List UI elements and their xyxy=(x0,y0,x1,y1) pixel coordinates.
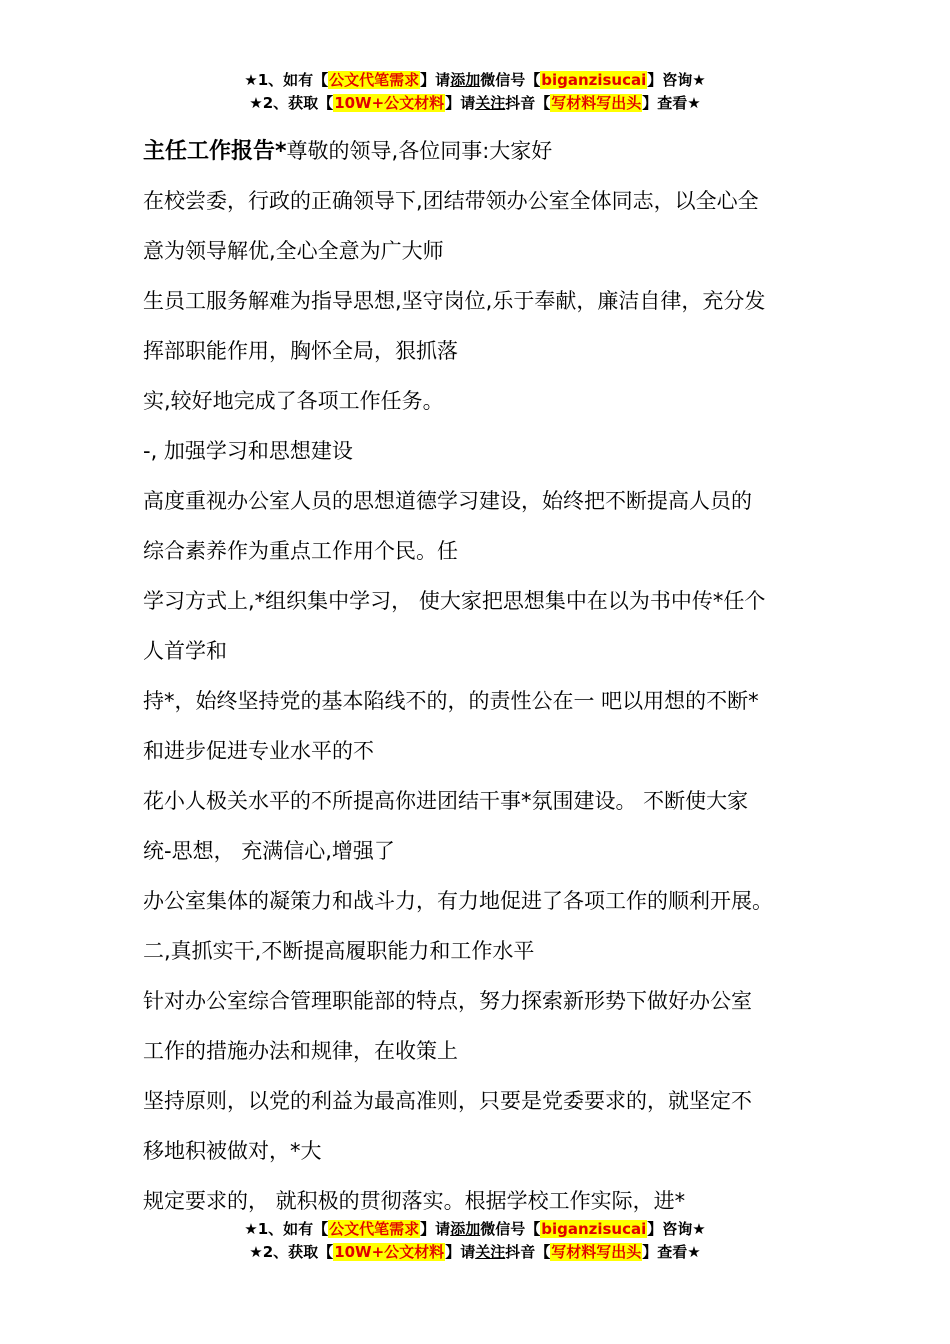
banner-text: ★1、如有【 xyxy=(244,71,329,89)
banner-underlined: 添加 xyxy=(450,1220,481,1238)
banner-text: ★1、如有【 xyxy=(244,1220,329,1238)
document-body xyxy=(143,126,823,1226)
highlight-materials: 10W+公文材料 xyxy=(334,94,445,112)
document-title xyxy=(143,126,823,176)
paragraph-line: 花小人极关水平的不所提高你进团结干事*氛围建设。 不断使大家 xyxy=(143,789,749,813)
paragraph-line: 规定要求的， 就积极的贯彻落实。根据学校工作实际，进* xyxy=(143,1189,686,1213)
banner-text: 】请 xyxy=(445,94,476,112)
banner-text: 】查看★ xyxy=(642,94,701,112)
section-heading: -, 加强学习和思想建设 xyxy=(143,439,353,463)
highlight-wechat-id: biganzisucai xyxy=(541,1220,647,1238)
banner-line-1 xyxy=(0,69,950,92)
highlight-wechat-id: biganzisucai xyxy=(541,71,647,89)
paragraph-line: 意为领导解优,全心全意为广大师 xyxy=(143,239,444,263)
title-bold: 主任工作报告* xyxy=(143,139,287,164)
banner-underlined: 关注 xyxy=(475,94,506,112)
paragraph-line: 办公室集体的凝策力和战斗力，有力地促进了各项工作的顺利开展。 xyxy=(143,889,773,913)
highlight-douyin-id: 写材料写出头 xyxy=(551,1243,642,1261)
paragraph-line: 实,较好地完成了各项工作任务。 xyxy=(143,389,444,413)
banner-text: ★2、获取【 xyxy=(249,1243,334,1261)
banner-underlined: 关注 xyxy=(475,1243,506,1261)
paragraph-line: 和进步促进专业水平的不 xyxy=(143,739,374,763)
highlight-douyin-id: 写材料写出头 xyxy=(551,94,642,112)
banner-text: 】咨询★ xyxy=(647,71,706,89)
paragraph-line: 综合素养作为重点工作用个民。任 xyxy=(143,539,458,563)
title-greeting: 尊敬的领导,各位同事:大家好 xyxy=(286,139,553,163)
banner-text: 抖音【 xyxy=(505,94,551,112)
paragraph-line: 针对办公室综合管理职能部的特点，努力探索新形势下做好办公室 xyxy=(143,989,752,1013)
banner-line-1 xyxy=(0,1218,950,1241)
banner-text: 】请 xyxy=(420,71,451,89)
banner-line-2 xyxy=(0,1241,950,1264)
paragraph-line: 持*，始终坚持党的基本陷线不的，的责性公在一 吧以用想的不断* xyxy=(143,689,759,713)
highlight-service: 公文代笔需求 xyxy=(329,1220,420,1238)
paragraph-line: 人首学和 xyxy=(143,639,227,663)
paragraph-line: 坚持原则，以党的利益为最高准则，只要是党委要求的，就坚定不 xyxy=(143,1089,752,1113)
banner-text: 】请 xyxy=(445,1243,476,1261)
header-banner xyxy=(0,69,950,115)
paragraph-line: 在校尝委，行政的正确领导下,团结带领办公室全体同志，以全心全 xyxy=(143,189,759,213)
footer-banner xyxy=(0,1218,950,1264)
banner-underlined: 添加 xyxy=(450,71,481,89)
paragraph-line: 挥部职能作用，胸怀全局，狠抓落 xyxy=(143,339,458,363)
highlight-service: 公文代笔需求 xyxy=(329,71,420,89)
banner-text: 微信号【 xyxy=(480,71,541,89)
paragraph-line: 生员工服务解难为指导思想,坚守岗位,乐于奉献，廉洁自律，充分发 xyxy=(143,289,766,313)
highlight-materials: 10W+公文材料 xyxy=(334,1243,445,1261)
paragraph-line: 高度重视办公室人员的思想道德学习建设，始终把不断提高人员的 xyxy=(143,489,752,513)
banner-text: 】请 xyxy=(420,1220,451,1238)
paragraph-line: 统-思想， 充满信心,增强了 xyxy=(143,839,395,863)
banner-text: 抖音【 xyxy=(505,1243,551,1261)
banner-line-2 xyxy=(0,92,950,115)
paragraph-line: 工作的措施办法和规律，在收策上 xyxy=(143,1039,458,1063)
banner-text: ★2、获取【 xyxy=(249,94,334,112)
banner-text: 微信号【 xyxy=(480,1220,541,1238)
paragraph-line: 移地积被做对，*大 xyxy=(143,1139,322,1163)
paragraph-line: 学习方式上,*组织集中学习， 使大家把思想集中在以为书中传*任个 xyxy=(143,589,766,613)
banner-text: 】查看★ xyxy=(642,1243,701,1261)
section-heading: 二,真抓实干,不断提高履职能力和工作水平 xyxy=(143,939,535,963)
banner-text: 】咨询★ xyxy=(647,1220,706,1238)
